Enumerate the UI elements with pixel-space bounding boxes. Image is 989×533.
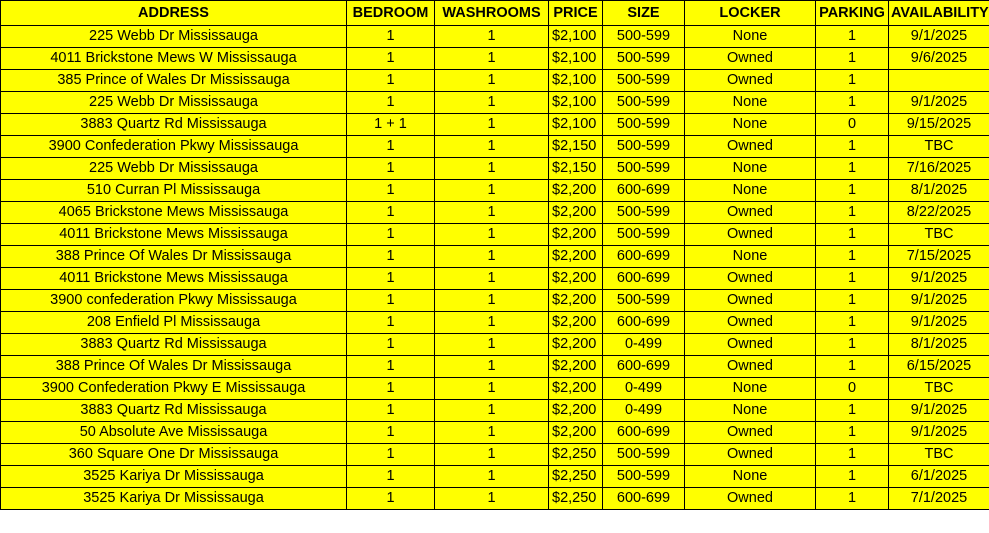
bedroom-cell[interactable]: 1	[347, 268, 435, 290]
availability-cell[interactable]: 9/1/2025	[889, 26, 989, 48]
header-size[interactable]: SIZE	[603, 1, 685, 26]
header-price[interactable]: PRICE	[549, 1, 603, 26]
price-cell[interactable]: $2,100	[549, 114, 603, 136]
locker-cell[interactable]: None	[685, 246, 816, 268]
price-cell[interactable]: $2,200	[549, 356, 603, 378]
address-cell[interactable]: 360 Square One Dr Mississauga	[1, 444, 347, 466]
address-cell[interactable]: 3883 Quartz Rd Mississauga	[1, 334, 347, 356]
table-row	[1, 268, 989, 290]
address-cell[interactable]: 50 Absolute Ave Mississauga	[1, 422, 347, 444]
bedroom-cell[interactable]: 1	[347, 400, 435, 422]
price-cell[interactable]: $2,250	[549, 444, 603, 466]
bedroom-cell[interactable]: 1	[347, 312, 435, 334]
washrooms-cell[interactable]: 1	[435, 312, 549, 334]
table-body	[1, 26, 989, 510]
price-cell[interactable]: $2,150	[549, 136, 603, 158]
washrooms-cell[interactable]: 1	[435, 26, 549, 48]
parking-cell[interactable]: 1	[816, 224, 889, 246]
table-row	[1, 136, 989, 158]
parking-cell[interactable]: 1	[816, 488, 889, 510]
table-row	[1, 312, 989, 334]
bedroom-cell[interactable]: 1	[347, 334, 435, 356]
bedroom-cell[interactable]: 1	[347, 26, 435, 48]
address-cell[interactable]: 208 Enfield Pl Mississauga	[1, 312, 347, 334]
washrooms-cell[interactable]: 1	[435, 136, 549, 158]
locker-cell[interactable]: Owned	[685, 356, 816, 378]
parking-cell[interactable]: 1	[816, 444, 889, 466]
bedroom-cell[interactable]: 1	[347, 224, 435, 246]
bedroom-cell[interactable]: 1	[347, 444, 435, 466]
address-cell[interactable]: 388 Prince Of Wales Dr Mississauga	[1, 246, 347, 268]
size-cell[interactable]: 500-599	[603, 48, 685, 70]
washrooms-cell[interactable]: 1	[435, 246, 549, 268]
table-row	[1, 224, 989, 246]
locker-cell[interactable]: None	[685, 180, 816, 202]
washrooms-cell[interactable]: 1	[435, 378, 549, 400]
availability-cell[interactable]: 9/15/2025	[889, 114, 989, 136]
table-row	[1, 466, 989, 488]
washrooms-cell[interactable]: 1	[435, 334, 549, 356]
address-cell[interactable]: 225 Webb Dr Mississauga	[1, 158, 347, 180]
parking-cell[interactable]: 1	[816, 334, 889, 356]
table-row	[1, 378, 989, 400]
washrooms-cell[interactable]: 1	[435, 356, 549, 378]
header-locker[interactable]: LOCKER	[685, 1, 816, 26]
bedroom-cell[interactable]: 1 + 1	[347, 114, 435, 136]
locker-cell[interactable]: Owned	[685, 312, 816, 334]
availability-cell[interactable]: 6/1/2025	[889, 466, 989, 488]
availability-cell[interactable]: 8/1/2025	[889, 334, 989, 356]
size-cell[interactable]: 0-499	[603, 378, 685, 400]
locker-cell[interactable]: None	[685, 26, 816, 48]
locker-cell[interactable]: Owned	[685, 224, 816, 246]
availability-cell[interactable]: 9/1/2025	[889, 290, 989, 312]
address-cell[interactable]: 4011 Brickstone Mews Mississauga	[1, 268, 347, 290]
locker-cell[interactable]: Owned	[685, 48, 816, 70]
parking-cell[interactable]: 0	[816, 378, 889, 400]
table-row	[1, 48, 989, 70]
washrooms-cell[interactable]: 1	[435, 158, 549, 180]
washrooms-cell[interactable]: 1	[435, 92, 549, 114]
price-cell[interactable]: $2,200	[549, 400, 603, 422]
parking-cell[interactable]: 1	[816, 290, 889, 312]
bedroom-cell[interactable]: 1	[347, 92, 435, 114]
bedroom-cell[interactable]: 1	[347, 70, 435, 92]
availability-cell[interactable]: 9/1/2025	[889, 268, 989, 290]
parking-cell[interactable]: 1	[816, 136, 889, 158]
table-row	[1, 180, 989, 202]
availability-cell[interactable]: TBC	[889, 444, 989, 466]
address-cell[interactable]: 385 Prince of Wales Dr Mississauga	[1, 70, 347, 92]
availability-cell[interactable]: 8/1/2025	[889, 180, 989, 202]
table-row	[1, 246, 989, 268]
bedroom-cell[interactable]: 1	[347, 466, 435, 488]
address-cell[interactable]: 3883 Quartz Rd Mississauga	[1, 400, 347, 422]
table-row	[1, 422, 989, 444]
parking-cell[interactable]: 1	[816, 92, 889, 114]
size-cell[interactable]: 600-699	[603, 246, 685, 268]
price-cell[interactable]: $2,200	[549, 246, 603, 268]
parking-cell[interactable]: 1	[816, 268, 889, 290]
address-cell[interactable]: 3525 Kariya Dr Mississauga	[1, 488, 347, 510]
size-cell[interactable]: 600-699	[603, 268, 685, 290]
header-parking[interactable]: PARKING	[816, 1, 889, 26]
price-cell[interactable]: $2,200	[549, 334, 603, 356]
table-row	[1, 444, 989, 466]
size-cell[interactable]: 0-499	[603, 400, 685, 422]
size-cell[interactable]: 500-599	[603, 290, 685, 312]
table-row	[1, 488, 989, 510]
availability-cell[interactable]: TBC	[889, 136, 989, 158]
size-cell[interactable]: 600-699	[603, 422, 685, 444]
size-cell[interactable]: 600-699	[603, 312, 685, 334]
price-cell[interactable]: $2,200	[549, 180, 603, 202]
locker-cell[interactable]: None	[685, 158, 816, 180]
locker-cell[interactable]: Owned	[685, 444, 816, 466]
bedroom-cell[interactable]: 1	[347, 356, 435, 378]
address-cell[interactable]: 3525 Kariya Dr Mississauga	[1, 466, 347, 488]
size-cell[interactable]: 500-599	[603, 114, 685, 136]
bedroom-cell[interactable]: 1	[347, 48, 435, 70]
size-cell[interactable]: 0-499	[603, 334, 685, 356]
size-cell[interactable]: 500-599	[603, 158, 685, 180]
address-cell[interactable]: 4065 Brickstone Mews Mississauga	[1, 202, 347, 224]
size-cell[interactable]: 500-599	[603, 224, 685, 246]
bedroom-cell[interactable]: 1	[347, 246, 435, 268]
size-cell[interactable]: 500-599	[603, 92, 685, 114]
size-cell[interactable]: 500-599	[603, 26, 685, 48]
washrooms-cell[interactable]: 1	[435, 400, 549, 422]
parking-cell[interactable]: 1	[816, 246, 889, 268]
price-cell[interactable]: $2,100	[549, 70, 603, 92]
price-cell[interactable]: $2,100	[549, 26, 603, 48]
washrooms-cell[interactable]: 1	[435, 202, 549, 224]
bedroom-cell[interactable]: 1	[347, 158, 435, 180]
price-cell[interactable]: $2,100	[549, 92, 603, 114]
table-row	[1, 400, 989, 422]
address-cell[interactable]: 3900 confederation Pkwy Mississauga	[1, 290, 347, 312]
price-cell[interactable]: $2,200	[549, 422, 603, 444]
bedroom-cell[interactable]: 1	[347, 488, 435, 510]
price-cell[interactable]: $2,250	[549, 466, 603, 488]
parking-cell[interactable]: 1	[816, 422, 889, 444]
locker-cell[interactable]: None	[685, 114, 816, 136]
parking-cell[interactable]: 1	[816, 158, 889, 180]
locker-cell[interactable]: Owned	[685, 334, 816, 356]
table-row	[1, 26, 989, 48]
size-cell[interactable]: 500-599	[603, 136, 685, 158]
price-cell[interactable]: $2,200	[549, 312, 603, 334]
locker-cell[interactable]: Owned	[685, 488, 816, 510]
availability-cell[interactable]: 9/1/2025	[889, 422, 989, 444]
availability-cell[interactable]: 7/16/2025	[889, 158, 989, 180]
header-availability[interactable]: AVAILABILITY	[889, 1, 989, 26]
table-row	[1, 202, 989, 224]
header-washrooms[interactable]: WASHROOMS	[435, 1, 549, 26]
washrooms-cell[interactable]: 1	[435, 70, 549, 92]
address-cell[interactable]: 4011 Brickstone Mews Mississauga	[1, 224, 347, 246]
parking-cell[interactable]: 1	[816, 400, 889, 422]
price-cell[interactable]: $2,200	[549, 378, 603, 400]
locker-cell[interactable]: None	[685, 400, 816, 422]
price-cell[interactable]: $2,100	[549, 48, 603, 70]
address-cell[interactable]: 3883 Quartz Rd Mississauga	[1, 114, 347, 136]
price-cell[interactable]: $2,250	[549, 488, 603, 510]
washrooms-cell[interactable]: 1	[435, 466, 549, 488]
table-row	[1, 356, 989, 378]
locker-cell[interactable]: None	[685, 92, 816, 114]
washrooms-cell[interactable]: 1	[435, 444, 549, 466]
washrooms-cell[interactable]: 1	[435, 180, 549, 202]
parking-cell[interactable]: 1	[816, 312, 889, 334]
header-bedroom[interactable]: BEDROOM	[347, 1, 435, 26]
table-row	[1, 334, 989, 356]
size-cell[interactable]: 600-699	[603, 488, 685, 510]
locker-cell[interactable]: Owned	[685, 136, 816, 158]
parking-cell[interactable]: 0	[816, 114, 889, 136]
address-cell[interactable]: 3900 Confederation Pkwy Mississauga	[1, 136, 347, 158]
locker-cell[interactable]: Owned	[685, 70, 816, 92]
parking-cell[interactable]: 1	[816, 466, 889, 488]
size-cell[interactable]: 500-599	[603, 70, 685, 92]
bedroom-cell[interactable]: 1	[347, 422, 435, 444]
address-cell[interactable]: 225 Webb Dr Mississauga	[1, 26, 347, 48]
locker-cell[interactable]: Owned	[685, 202, 816, 224]
locker-cell[interactable]: Owned	[685, 290, 816, 312]
washrooms-cell[interactable]: 1	[435, 422, 549, 444]
locker-cell[interactable]: None	[685, 466, 816, 488]
header-address[interactable]: ADDRESS	[1, 1, 347, 26]
locker-cell[interactable]: Owned	[685, 422, 816, 444]
washrooms-cell[interactable]: 1	[435, 114, 549, 136]
availability-cell[interactable]: 9/1/2025	[889, 92, 989, 114]
availability-cell[interactable]: 6/15/2025	[889, 356, 989, 378]
bedroom-cell[interactable]: 1	[347, 136, 435, 158]
price-cell[interactable]: $2,200	[549, 224, 603, 246]
bedroom-cell[interactable]: 1	[347, 378, 435, 400]
table-row	[1, 158, 989, 180]
size-cell[interactable]: 600-699	[603, 356, 685, 378]
washrooms-cell[interactable]: 1	[435, 488, 549, 510]
address-cell[interactable]: 510 Curran Pl Mississauga	[1, 180, 347, 202]
washrooms-cell[interactable]: 1	[435, 224, 549, 246]
availability-cell[interactable]: 9/1/2025	[889, 312, 989, 334]
table-row	[1, 114, 989, 136]
size-cell[interactable]: 500-599	[603, 466, 685, 488]
washrooms-cell[interactable]: 1	[435, 48, 549, 70]
address-cell[interactable]: 3900 Confederation Pkwy E Mississauga	[1, 378, 347, 400]
availability-cell[interactable]: 7/1/2025	[889, 488, 989, 510]
price-cell[interactable]: $2,200	[549, 202, 603, 224]
washrooms-cell[interactable]: 1	[435, 268, 549, 290]
parking-cell[interactable]: 1	[816, 70, 889, 92]
parking-cell[interactable]: 1	[816, 202, 889, 224]
table-row	[1, 92, 989, 114]
price-cell[interactable]: $2,150	[549, 158, 603, 180]
availability-cell[interactable]: 8/22/2025	[889, 202, 989, 224]
availability-cell[interactable]	[889, 70, 989, 92]
bedroom-cell[interactable]: 1	[347, 290, 435, 312]
size-cell[interactable]: 500-599	[603, 202, 685, 224]
parking-cell[interactable]: 1	[816, 356, 889, 378]
parking-cell[interactable]: 1	[816, 48, 889, 70]
size-cell[interactable]: 600-699	[603, 180, 685, 202]
availability-cell[interactable]: 9/1/2025	[889, 400, 989, 422]
bedroom-cell[interactable]: 1	[347, 180, 435, 202]
price-cell[interactable]: $2,200	[549, 268, 603, 290]
availability-cell[interactable]: 9/6/2025	[889, 48, 989, 70]
size-cell[interactable]: 500-599	[603, 444, 685, 466]
availability-cell[interactable]: TBC	[889, 378, 989, 400]
table-row	[1, 70, 989, 92]
address-cell[interactable]: 388 Prince Of Wales Dr Mississauga	[1, 356, 347, 378]
address-cell[interactable]: 225 Webb Dr Mississauga	[1, 92, 347, 114]
price-cell[interactable]: $2,200	[549, 290, 603, 312]
locker-cell[interactable]: Owned	[685, 268, 816, 290]
availability-cell[interactable]: 7/15/2025	[889, 246, 989, 268]
address-cell[interactable]: 4011 Brickstone Mews W Mississauga	[1, 48, 347, 70]
table-row	[1, 290, 989, 312]
washrooms-cell[interactable]: 1	[435, 290, 549, 312]
availability-cell[interactable]: TBC	[889, 224, 989, 246]
locker-cell[interactable]: None	[685, 378, 816, 400]
header-row	[1, 1, 989, 26]
bedroom-cell[interactable]: 1	[347, 202, 435, 224]
parking-cell[interactable]: 1	[816, 26, 889, 48]
parking-cell[interactable]: 1	[816, 180, 889, 202]
